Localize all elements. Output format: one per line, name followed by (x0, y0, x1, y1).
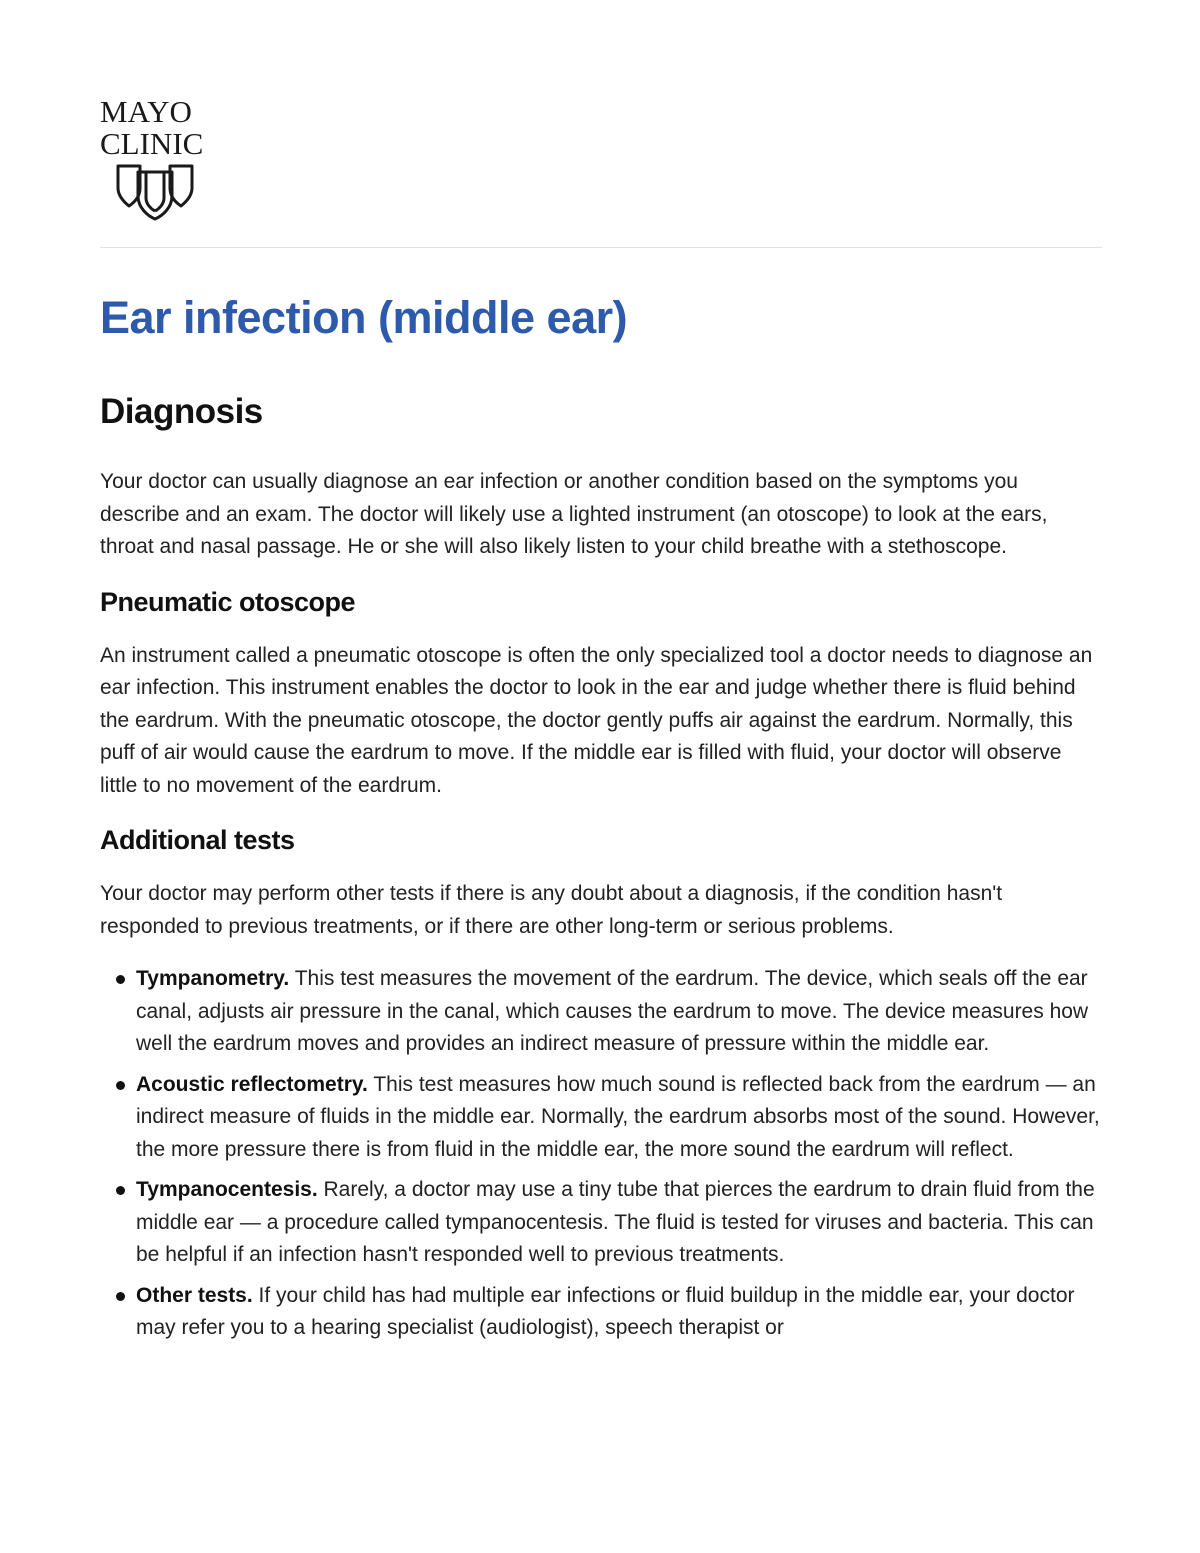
list-item-other-tests (100, 1280, 1102, 1345)
diagnosis-intro: Your doctor can usually diagnose an ear infection or another condition based on the symptoms you describe and an exam. The doctor will likely use a lighted instrument (an otoscope) to look at the ears, throat and nasal passage. He or she will also likely listen to your child breathe with a stethoscope. (100, 470, 1048, 558)
bullet-icon (116, 1292, 125, 1301)
pneumatic-otoscope-text: An instrument called a pneumatic otoscope is often the only specialized tool a doctor needs to diagnose an ear infection. This instrument enables the doctor to look in the ear and judge whether there is fluid behind the eardrum. With the pneumatic otoscope, the doctor gently puffs air against the eardrum. Normally, this puff of air would cause the eardrum to move. If the middle ear is filled with fluid, your doctor will observe little to no movement of the eardrum. (100, 643, 1093, 797)
diagnosis-heading: Diagnosis (100, 392, 263, 431)
list-item-text: This test measures the movement of the eardrum. The device, which seals off the ear canal, adjusts air pressure in the canal, which causes the eardrum to move. The device measures how well the eardrum moves and provides an indirect measure of pressure within the middle ear. (136, 967, 1089, 1055)
article-content (100, 388, 1102, 1353)
additional-tests-intro: Your doctor may perform other tests if there is any doubt about a diagnosis, if the condition hasn't responded to previous treatments, or if there are other long-term or serious problems. (100, 882, 1003, 938)
list-item-term: Acoustic reflectometry. (136, 1072, 368, 1096)
list-item-tympanocentesis (100, 1174, 1102, 1272)
list-item-text: If your child has had multiple ear infections or fluid buildup in the middle ear, your doctor may refer you to a hearing specialist (audiologist), speech therapist or (136, 1283, 1075, 1339)
bullet-icon (116, 975, 125, 984)
list-item-term: Tympanocentesis. (136, 1178, 318, 1201)
list-item-term: Tympanometry. (136, 967, 290, 990)
additional-tests-heading: Additional tests (100, 825, 295, 855)
list-item-tympanometry (100, 963, 1102, 1061)
list-item-text: Rarely, a doctor may use a tiny tube that pierces the eardrum to drain fluid from the middle ear — a procedure called tympanocentesis. The fluid is tested for viruses and bacteria. This can be helpful if an infection hasn't responded well to previous treatments. (136, 1178, 1095, 1266)
bullet-icon (116, 1186, 125, 1195)
page-title: Ear infection (middle ear) (100, 292, 628, 343)
list-item-acoustic-reflectometry (100, 1069, 1102, 1167)
logo-line-2: CLINIC (100, 126, 204, 161)
pneumatic-otoscope-heading: Pneumatic otoscope (100, 586, 356, 617)
logo-line-1: MAYO (100, 94, 192, 129)
bullet-icon (116, 1081, 125, 1090)
list-item-term: Other tests. (136, 1283, 253, 1307)
tests-list (100, 963, 1102, 1345)
mayo-clinic-logo (100, 96, 220, 160)
list-item-text: This test measures how much sound is reflected back from the eardrum — an indirect measure of fluids in the middle ear. Normally, the eardrum absorbs most of the sound. However, the more pressure there is from fluid in the middle ear, the more sound the eardrum will reflect. (136, 1072, 1100, 1161)
three-shields-icon (114, 162, 196, 222)
header-divider (100, 247, 1102, 248)
